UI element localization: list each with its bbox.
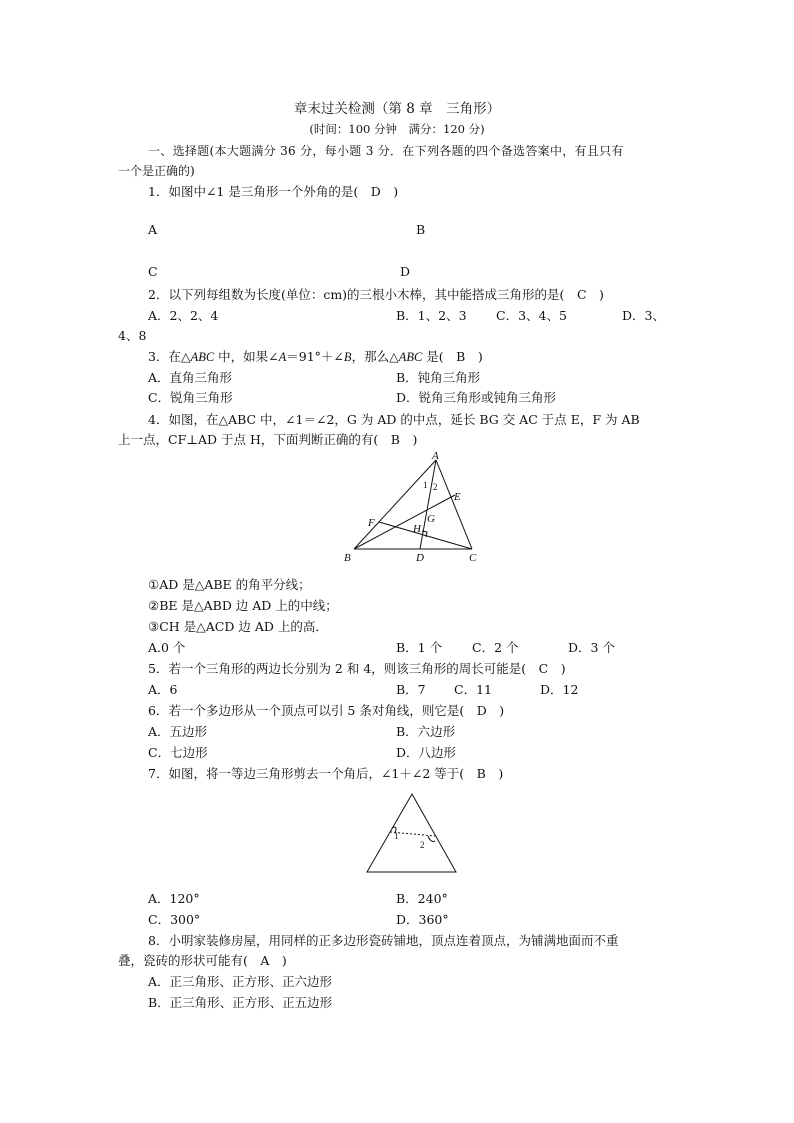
q7-angle-arc-2 — [428, 836, 435, 841]
q4-angle-label-1: 1 — [423, 480, 428, 490]
q5-stem: 5．若一个三角形的两边长分别为 2 和 4，则该三角形的周长可能是( C ) — [148, 661, 566, 676]
q7-stem: 7．如图，将一等边三角形剪去一个角后，∠1＋∠2 等于( B ) — [148, 766, 504, 781]
q3-option-c: C．锐角三角形 — [148, 390, 233, 405]
q6-option-d: D．八边形 — [396, 745, 457, 760]
q7-angle-label-1: 1 — [394, 831, 399, 841]
section-heading-cont: 一个是正确的) — [118, 164, 195, 178]
q1-option-a: A — [148, 222, 158, 237]
q6-stem: 6．若一个多边形从一个顶点可以引 5 条对角线，则它是( D ) — [148, 703, 505, 718]
q4-option-c: C．2 个 — [472, 640, 519, 655]
q3-angle-b: B — [343, 350, 352, 364]
q3-stem-pre: 3．在△ — [148, 349, 191, 364]
q4-angle-label-2: 2 — [433, 482, 438, 492]
q4-triangle-figure — [336, 448, 486, 568]
q1-option-b: B — [416, 222, 426, 237]
q3-stem-mid: 中，如果∠ — [214, 349, 279, 364]
q1-option-c: C — [148, 264, 158, 279]
q4-edge-ab — [354, 460, 436, 549]
q6-option-a: A．五边形 — [148, 724, 208, 739]
q3-option-a: A．直角三角形 — [148, 370, 233, 385]
q3-triangle-name: ABC — [190, 350, 215, 364]
q4-label-h: H — [413, 523, 421, 535]
q2-stem: 2．以下列每组数为长度(单位：cm)的三根小木棒，其中能搭成三角形的是( C ) — [148, 287, 604, 302]
page-subtitle: (时间：100 分钟 满分：120 分) — [309, 122, 485, 136]
q7-option-d: D．360° — [396, 912, 449, 927]
q8-stem: 8．小明家装修房屋，用同样的正多边形瓷砖铺地，顶点连着顶点，为铺满地面而不重 — [148, 933, 619, 948]
q8-option-a: A．正三角形、正方形、正六边形 — [148, 974, 333, 989]
q3-option-d: D．锐角三角形或钝角三角形 — [396, 390, 557, 405]
q3-stem-end: 是( B ) — [422, 349, 483, 364]
page-title: 章末过关检测（第 8 章 三角形） — [293, 101, 501, 117]
q7-outer-triangle — [367, 794, 456, 872]
q2-option-b: B．1、2、3 — [396, 308, 467, 323]
q7-cut-triangle-figure — [362, 790, 462, 876]
q5-option-b: B．7 — [396, 682, 426, 697]
q4-statement-3: ③CH 是△ACD 边 AD 上的高． — [148, 619, 328, 634]
q3-triangle-name-2: ABC — [398, 350, 423, 364]
q2-option-a: A．2、2、4 — [148, 308, 219, 323]
q4-segment-ad — [420, 460, 436, 549]
q7-option-b: B．240° — [396, 891, 448, 906]
q2-option-c: C．3、4、5 — [496, 308, 567, 323]
q3-stem — [148, 349, 483, 365]
q3-option-b: B．钝角三角形 — [396, 370, 481, 385]
q5-option-c: C．11 — [454, 682, 492, 697]
q7-option-a: A．120° — [148, 891, 200, 906]
q4-label-d: D — [416, 552, 424, 564]
q4-label-a: A — [432, 450, 439, 462]
q4-option-d: D．3 个 — [568, 640, 615, 655]
q4-statement-2: ②BE 是△ABD 边 AD 上的中线； — [148, 598, 338, 613]
q3-stem-mid2: ＝91°＋∠ — [286, 349, 344, 364]
q4-label-c: C — [469, 552, 477, 564]
q4-label-g: G — [427, 513, 435, 525]
q1-option-d: D — [400, 264, 411, 279]
q8-option-b: B．正三角形、正方形、正五边形 — [148, 995, 333, 1010]
q4-edge-ac — [436, 460, 472, 549]
q4-option-b: B．1 个 — [396, 640, 443, 655]
section-heading: 一、选择题(本大题满分 36 分，每小题 3 分．在下列各题的四个备选答案中，有且只有 — [148, 144, 624, 158]
q4-statement-1: ①AD 是△ABE 的角平分线； — [148, 577, 311, 592]
q8-stem-cont: 叠，瓷砖的形状可能有( A ) — [118, 953, 287, 968]
q3-angle-a: A — [278, 350, 287, 364]
q4-label-e: E — [454, 491, 461, 503]
q1-stem: 1．如图中∠1 是三角形一个外角的是( D ) — [148, 184, 399, 199]
q4-option-a: A.0 个 — [148, 640, 186, 655]
q5-option-a: A．6 — [148, 682, 178, 697]
q4-segment-cf — [379, 522, 472, 549]
q2-option-d: D．3、 — [622, 308, 665, 323]
q2-option-d-cont: 4、8 — [118, 328, 147, 343]
q7-angle-label-2: 2 — [420, 840, 425, 850]
q4-stem-cont: 上一点，CF⊥AD 于点 H，下面判断正确的有( B ) — [118, 432, 418, 447]
q7-option-c: C．300° — [148, 912, 201, 927]
q4-label-b: B — [344, 552, 351, 564]
q6-option-c: C．七边形 — [148, 745, 208, 760]
q6-option-b: B．六边形 — [396, 724, 456, 739]
q3-stem-mid3: ，那么△ — [351, 349, 399, 364]
q4-label-f: F — [368, 517, 375, 529]
q4-stem: 4．如图，在△ABC 中，∠1＝∠2，G 为 AD 的中点，延长 BG 交 AC 于点 E，F 为 AB — [148, 412, 640, 427]
q5-option-d: D．12 — [540, 682, 579, 697]
